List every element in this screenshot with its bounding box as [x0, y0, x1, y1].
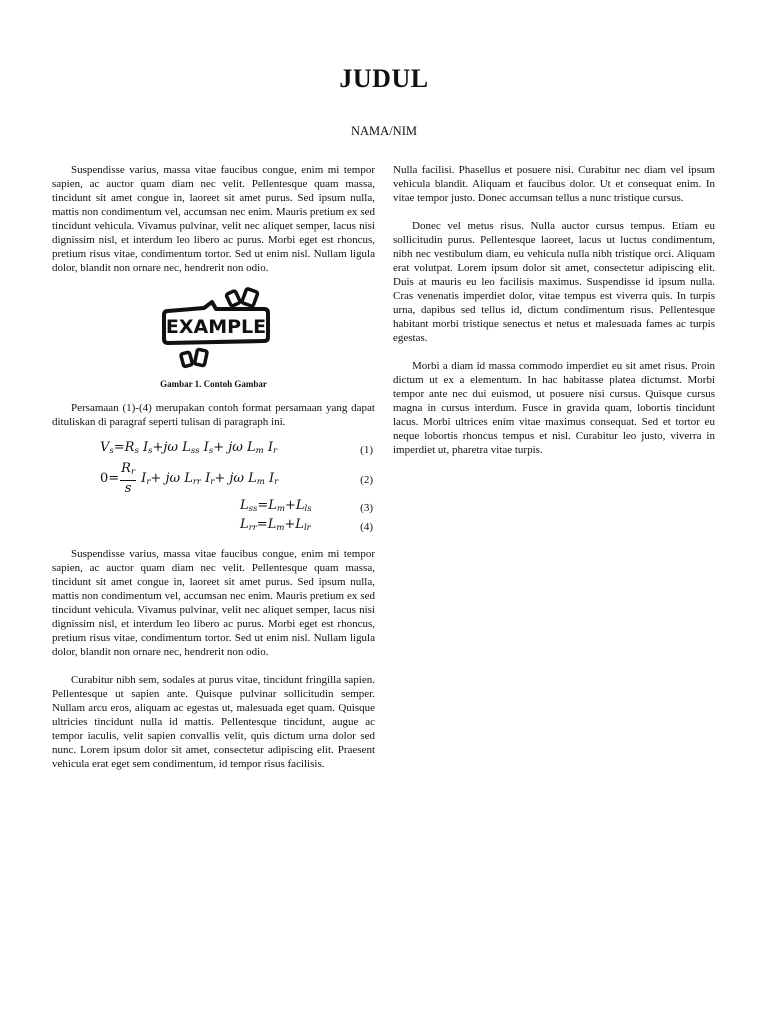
left-column	[52, 163, 375, 771]
equation-2: 0= $\frac{R_r}{s}$ $I_r+ j\omega$ $L_{rr}$ $I_r+ j\omega$ $L_m$ $I_r$ (2)	[100, 461, 373, 496]
equation-number: (1)	[360, 444, 373, 456]
equation-number: (3)	[360, 502, 373, 514]
equation-number: (4)	[360, 521, 373, 533]
burst-mark	[241, 288, 257, 306]
author-line: NAMA/NIM	[351, 124, 417, 138]
equation-3: $L_{ss}=L_m+L_{ls}$ (3)	[240, 498, 373, 514]
burst-mark	[225, 290, 240, 306]
example-graphic	[154, 287, 274, 373]
equation-number: (2)	[360, 474, 373, 486]
figure-caption: Gambar 1. Contoh Gambar	[160, 379, 267, 389]
body-paragraph: Persamaan (1)-(4) merupakan contoh format persamaan yang dapat dituliskan di paragraf seperti tulisan di paragraph ini.	[52, 402, 375, 428]
body-paragraph: Curabitur nibh sem, sodales at purus vitae, tincidunt fringilla sapien. Pellentesque ut sapien ante. Quisque pulvinar sollicitudin semper. Nullam arcu eros, aliquam ac egestas ut, malesuada eget quam. Quisque ultricies tincidunt nulla id mattis. Pellentesque tincidunt, augue ac tempor iaculis, velit sapien convallis velit, quis dictum urna dolor sed nunc. Lorem ipsum dolor sit amet, consectetur adipiscing elit. Praesent vehicula erat eget sem condimentum, id tempor risus facilisis.	[52, 674, 375, 770]
body-paragraph: Suspendisse varius, massa vitae faucibus congue, enim mi tempor sapien, ac auctor quam diam nec velit. Pellentesque quam massa, tincidunt sit amet congue in, laoreet sit amet purus. Sed ipsum nulla, mattis non condimentum vel, accumsan nec enim. Mauris pretium ex sed tincidunt vehicula. Vivamus pulvinar, velit nec aliquet semper, lacus nisi dignissim nisl, et interdum leo libero ac purus. Morbi eget est rhoncus, pretium risus vitae, condimentum tortor. Sed ut enim nisl. Nullam ligula dolor, blandit non ornare nec, hendrerit non odio.	[52, 548, 375, 658]
paper-title: JUDUL	[339, 64, 429, 93]
example-label: EXAMPLE	[165, 316, 266, 338]
equation-block	[52, 441, 375, 537]
body-paragraph: Nulla facilisi. Phasellus et posuere nisi. Curabitur nec diam vel ipsum vehicula blandit. Aliquam et faucibus dolor. Ut et consequat enim. In vitae tempor justo. Donec accumsan tellus a nunc tristique cursus.	[393, 164, 715, 204]
right-column	[393, 163, 715, 457]
body-paragraph: Suspendisse varius, massa vitae faucibus congue, enim mi tempor sapien, ac auctor quam diam nec velit. Pellentesque quam massa, tincidunt sit amet congue in, laoreet sit amet purus. Sed ipsum nulla, mattis non condimentum vel, accumsan nec enim. Mauris pretium ex sed tincidunt vehicula. Vivamus pulvinar, velit nec aliquet semper, lacus nisi dignissim nisl, et interdum leo libero ac purus. Morbi eget est rhoncus, pretium risus vitae, condimentum tortor. Sed ut enim nisl. Nullam ligula dolor, blandit non ornare nec, hendrerit non odio.	[52, 164, 375, 274]
body-paragraph: Morbi a diam id massa commodo imperdiet eu sit amet risus. Proin dictum ut ex a elementum. In hac habitasse platea dictumst. Morbi tempor ante nec dui euismod, ut posuere nisi cursus. Quisque cursus magna in cursus interdum. Fusce in gravida quam, lobortis tincidunt lacus. Morbi ultrices enim vitae maximus consequat. Sed et tortor eu neque lobortis rhoncus tempus et nisl. Curabitur leo justo, viverra in imperdiet ut, pharetra vitae turpis.	[393, 360, 715, 456]
figure-1	[52, 287, 375, 391]
body-paragraph: Donec vel metus risus. Nulla auctor cursus tempus. Etiam eu sollicitudin purus. Pellentesque laoreet, lacus ut luctus condimentum, nibh nec vestibulum diam, eu vehicula nulla nibh tristique orci. Aliquam erat volutpat. Lorem ipsum dolor sit amet, consectetur adipiscing elit. Duis at mauris eu leo facilisis maximus. Suspendisse id ipsum nulla. Cras venenatis imperdiet dolor, vitae tempus est viverra quis. In turpis urna, dapibus sed tellus id, dictum condimentum risus. Pellentesque habitant morbi tristique senectus et netus et malesuada fames ac turpis egestas.	[393, 220, 715, 344]
equation-1: $V_s=R_s$ $I_s+j\omega$ $L_{ss}$ $I_s+ j\omega$ $L_m$ $I_r$ (1)	[100, 440, 373, 456]
burst-mark	[194, 349, 207, 366]
burst-mark	[180, 352, 192, 367]
equation-4: $L_{rr}=L_m+L_{lr}$ (4)	[240, 517, 373, 533]
